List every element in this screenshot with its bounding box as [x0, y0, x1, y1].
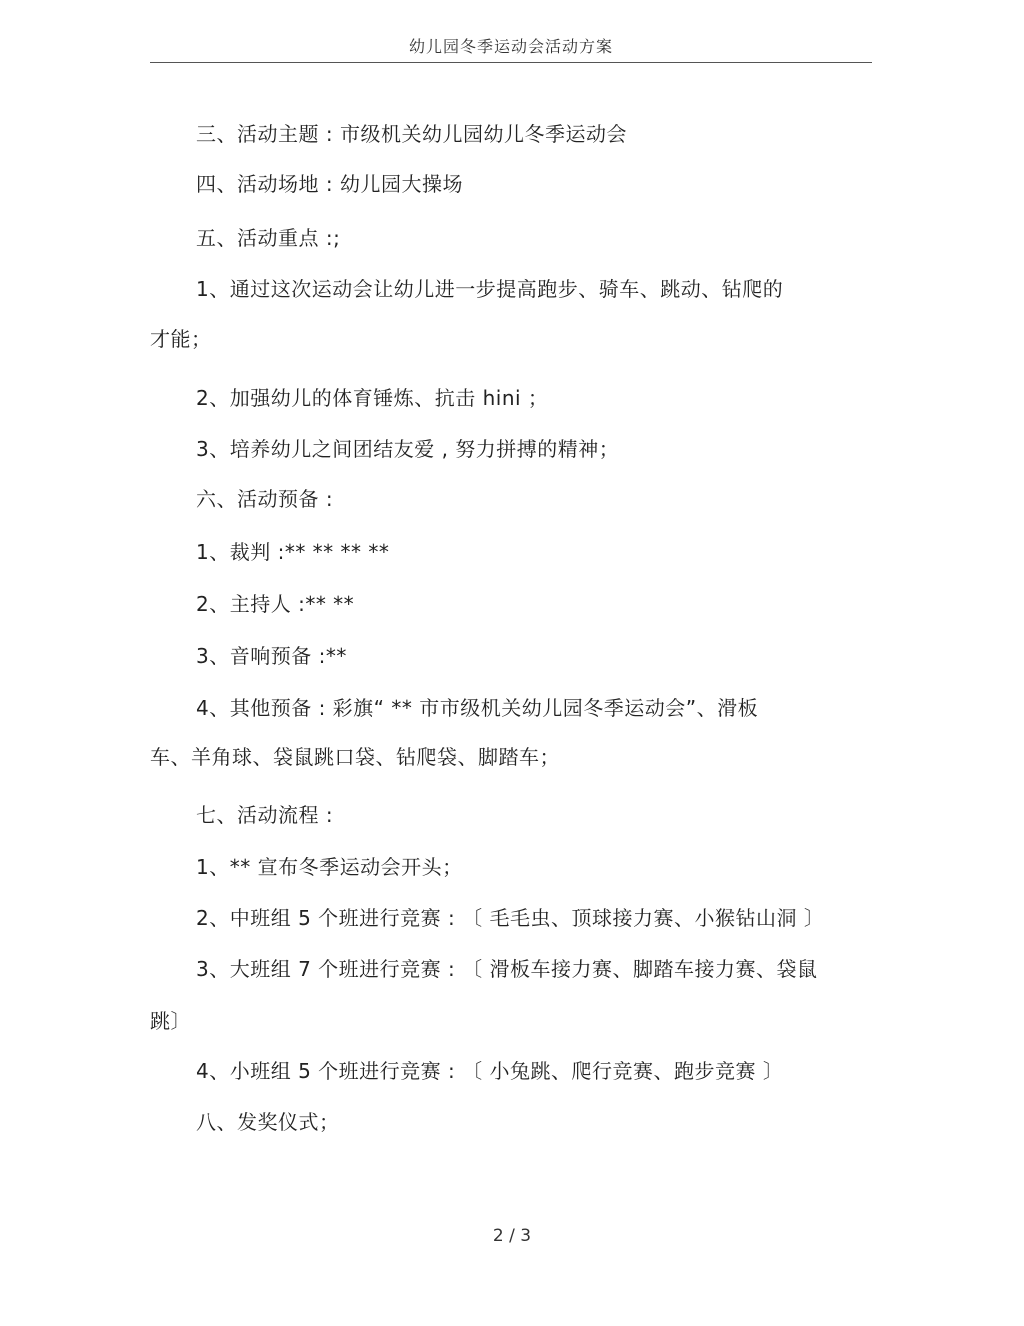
- section-venue: 四、活动场地 : 幼儿园大操场: [196, 172, 463, 196]
- process-item-4: 4、小班组 5 个班进行竞赛 : 〔 小兔跳、爬行竞赛、跑步竞赛 〕: [196, 1059, 784, 1083]
- section-focus-heading: 五、活动重点 :;: [196, 226, 341, 250]
- prep-item-1: 1、裁判 :** ** ** **: [196, 540, 390, 564]
- process-item-2: 2、中班组 5 个班进行竞赛 : 〔 毛毛虫、顶球接力赛、小猴钻山洞 〕: [196, 906, 825, 930]
- prep-item-4-continued: 车、羊角球、袋鼠跳口袋、钻爬袋、脚踏车；: [150, 745, 560, 769]
- section-theme: 三、活动主题 : 市级机关幼儿园幼儿冬季运动会: [196, 122, 627, 146]
- prep-item-2: 2、主持人 :** **: [196, 592, 355, 616]
- page-number: 2 / 3: [492, 1226, 532, 1246]
- section-award-ceremony: 八、发奖仪式；: [196, 1110, 340, 1134]
- focus-item-2: 2、加强幼儿的体育锤炼、抗击 hini ；: [196, 386, 549, 410]
- process-item-3-continued: 跳〕: [150, 1009, 191, 1033]
- process-item-3: 3、大班组 7 个班进行竞赛 : 〔 滑板车接力赛、脚踏车接力赛、袋鼠: [196, 957, 818, 981]
- focus-item-1: 1、通过这次运动会让幼儿进一步提高跑步、骑车、跳动、钻爬的: [196, 277, 784, 301]
- section-preparation-heading: 六、活动预备 :: [196, 487, 334, 511]
- focus-item-1-continued: 才能；: [150, 327, 212, 351]
- focus-item-3: 3、培养幼儿之间团结友爱 , 努力拼搏的精神；: [196, 437, 620, 461]
- page-header: [150, 34, 872, 63]
- document-title: 幼儿园冬季运动会活动方案: [408, 37, 613, 56]
- process-item-1: 1、** 宣布冬季运动会开头；: [196, 855, 463, 879]
- prep-item-4: 4、其他预备 : 彩旗“ ** 市市级机关幼儿园冬季运动会”、滑板: [196, 696, 759, 720]
- prep-item-3: 3、音响预备 :**: [196, 644, 347, 668]
- section-process-heading: 七、活动流程 :: [196, 803, 334, 827]
